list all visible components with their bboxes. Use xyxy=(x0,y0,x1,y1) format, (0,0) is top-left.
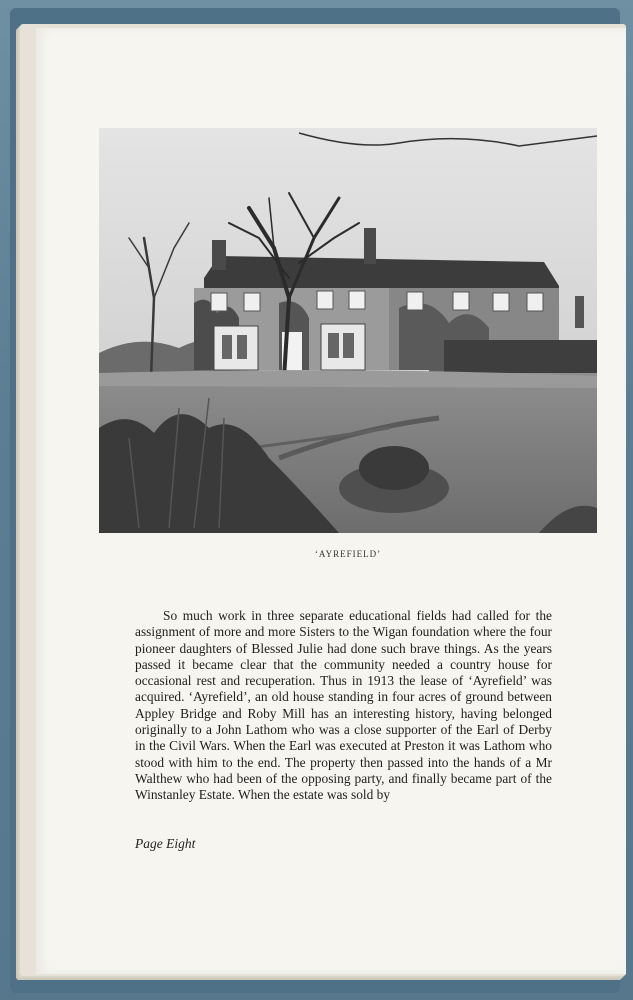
house-photograph xyxy=(99,128,597,533)
photo-caption: ‘AYREFIELD’ xyxy=(314,549,382,559)
body-paragraph: So much work in three separate educational fields had called for the assignment of more and more Sisters to the Wigan foundation where the four pioneer daughters of Blessed Julie had done such brave things. As the years passed it became clear that the community needed a country house for occasional rest and recuperation. Thus in 1913 the lease of ‘Ayrefield’ was acquired. ‘Ayrefield’, an old house standing in four acres of ground between Appley Bridge and Roby Mill has an interesting history, having belonged originally to a John Lathom who was a close supporter of the Earl of Derby in the Civil Wars. When the Earl was executed at Preston it was Lathom who stood with him to the end. The property then passed into the hands of a Mr Walthew who had been of the opposing party, and finally became part of the Winstanley Estate. When the estate was sold by xyxy=(135,608,552,803)
page-number-label: Page Eight xyxy=(135,836,196,851)
